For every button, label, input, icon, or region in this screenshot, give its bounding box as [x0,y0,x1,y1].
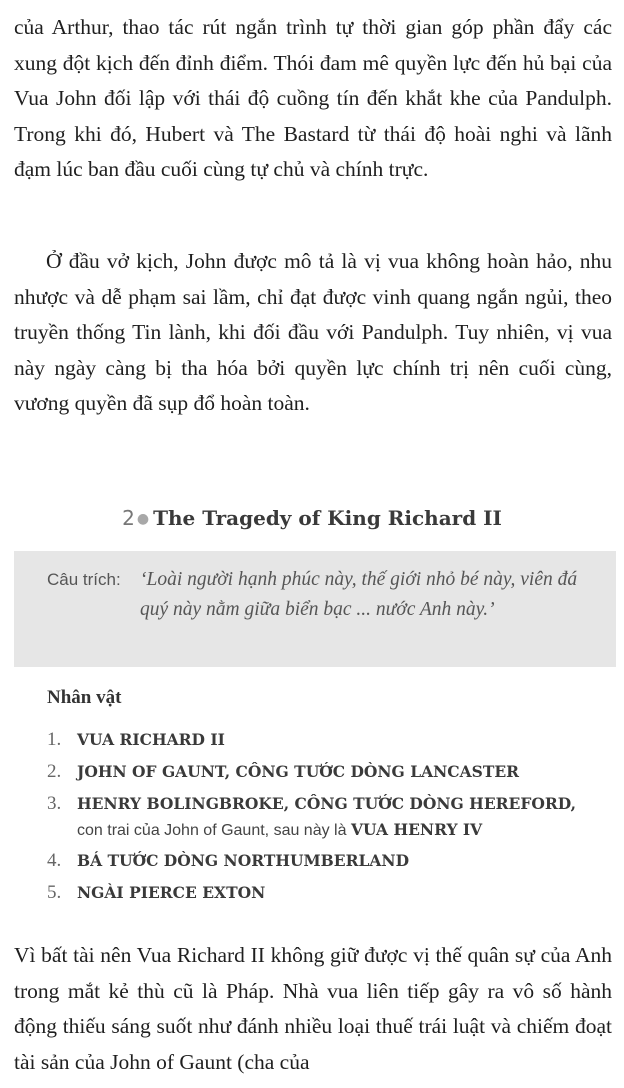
section-heading [0,502,624,535]
character-name: BÁ TƯỚC DÒNG NORTHUMBERLAND [77,851,410,870]
character-name: HENRY BOLINGBROKE, CÔNG TƯỚC DÒNG HEREFORD, [77,794,576,813]
section-number: 2 [122,506,135,530]
character-number: 2. [47,761,62,782]
character-name: NGÀI PIERCE EXTON [77,883,266,902]
section-title: The Tragedy of King Richard II [153,506,502,530]
quote-label: Câu trích: [47,570,121,589]
character-item [47,788,607,845]
character-item [47,724,607,756]
character-item [47,756,607,788]
character-number: 5. [47,882,62,903]
quote-text: ‘Loài người hạnh phúc này, thế giới nhỏ bé này, viên đá quý này nằm giữa biển bạc ... nước Anh này.’ [140,569,578,620]
quote-box [14,551,616,667]
body-paragraph-3: Vì bất tài nên Vua Richard II không giữ được vị thế quân sự của Anh trong mắt kẻ thù cũ là Pháp. Nhà vua liên tiếp gây ra vô số hành động thiếu sáng suốt như đánh nhiều loại thuế trái luật và chiếm đoạt tài sản của John of Gaunt (cha của [14,943,612,1074]
body-paragraph-1: của Arthur, thao tác rút ngắn trình tự thời gian góp phần đẩy các xung đột kịch đến đỉnh điểm. Thói đam mê quyền lực đến hủ bại của Vua John đối lập với thái độ cuồng tín đến khắt khe của Pandulph. Trong khi đó, Hubert và The Bastard từ thái độ hoài nghi và lãnh đạm lúc ban đầu cuối cùng tự chủ và chính trực. [14,15,612,181]
characters-heading: Nhân vật [47,687,122,708]
character-note-text: con trai của John of Gaunt, sau này là [77,822,351,839]
character-name: VUA RICHARD II [77,730,225,749]
character-number: 1. [47,729,62,750]
character-number: 4. [47,850,62,871]
characters-list [47,724,607,909]
body-paragraph-2: Ở đầu vở kịch, John được mô tả là vị vua không hoàn hảo, nhu nhược và dễ phạm sai lầm, chỉ đạt được vinh quang ngắn ngủi, theo truyền thống Tin lành, khi đối đầu với Pandulph. Tuy nhiên, vị vua này ngày càng bị tha hóa bởi quyền lực chính trị nên cuối cùng, vương quyền đã sụp đổ hoàn toàn. [14,249,612,415]
character-item [47,877,607,909]
character-name: JOHN OF GAUNT, CÔNG TƯỚC DÒNG LANCASTER [77,762,520,781]
character-note [47,816,607,845]
character-note-name: VUA HENRY IV [350,820,483,839]
bullet-dot-icon: ● [136,511,150,527]
character-number: 3. [47,793,62,814]
character-item [47,845,607,877]
